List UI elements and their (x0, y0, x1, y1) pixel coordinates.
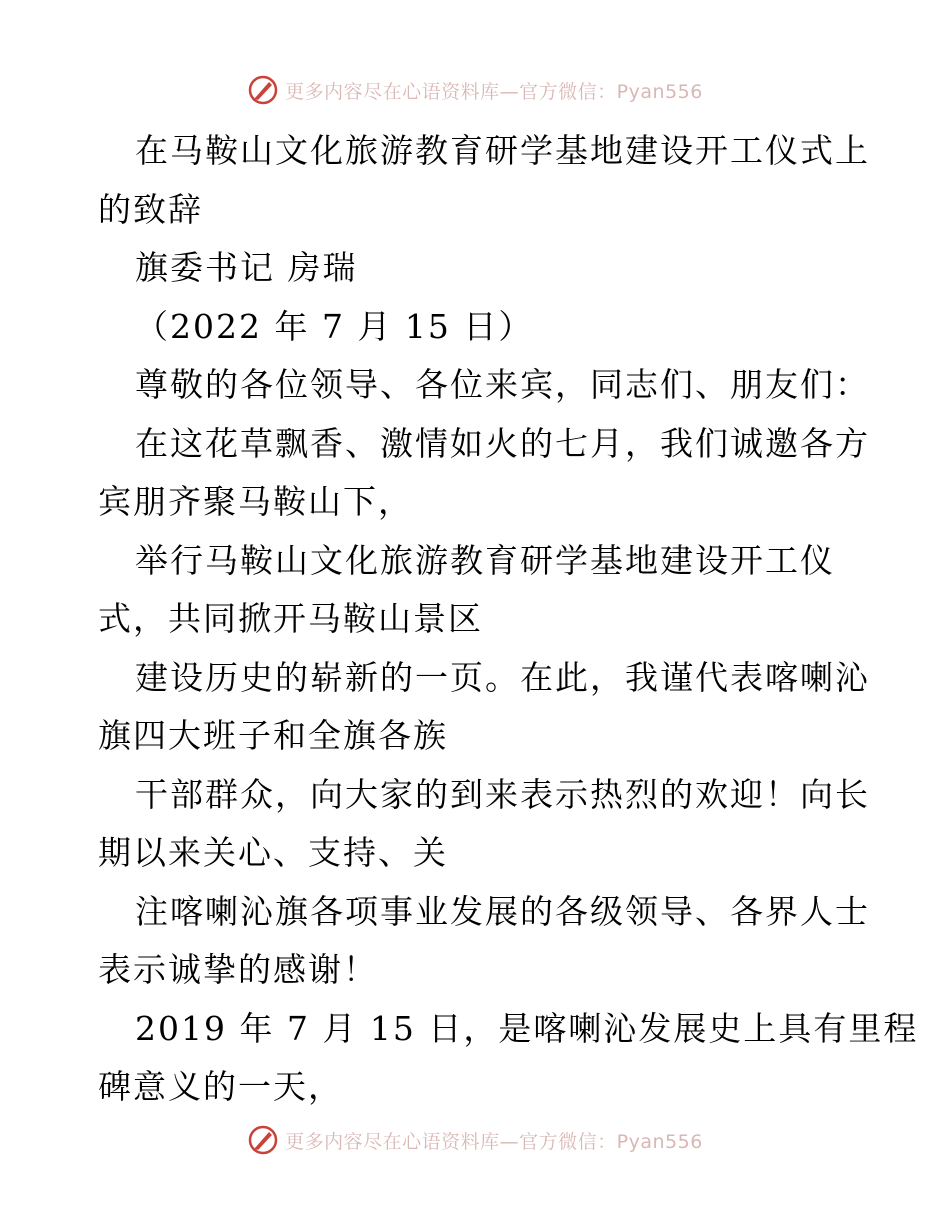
text-line: 在这花草飘香、激情如火的七月，我们诚邀各方 (135, 423, 870, 463)
text-line: 式，共同掀开马鞍山景区 (98, 599, 483, 638)
text-line: （2022 年 7 月 15 日） (135, 306, 534, 346)
text-line: 干部群众，向大家的到来表示热烈的欢迎！向长 (135, 774, 870, 814)
text-line: 碑意义的一天， (98, 1067, 343, 1106)
quill-pen-seal-icon (247, 74, 279, 106)
text-line: 2019 年 7 月 15 日，是喀喇沁发展史上具有里程 (135, 1008, 919, 1048)
text-line: 建设历史的崭新的一页。在此，我谨代表喀喇沁 (135, 657, 870, 697)
text-line: 的致辞 (98, 189, 203, 229)
text-line: 旗委书记 房瑞 (135, 248, 358, 287)
text-line: 期以来关心、支持、关 (98, 833, 448, 872)
watermark-text: 更多内容尽在心语资料库—官方微信：Pyan556 (285, 1130, 703, 1153)
text-line: 注喀喇沁旗各项事业发展的各级领导、各界人士 (135, 891, 870, 931)
header-watermark (0, 70, 950, 110)
text-line: 尊敬的各位领导、各位来宾，同志们、朋友们： (135, 365, 870, 404)
document-body (98, 122, 919, 1117)
text-line: 在马鞍山文化旅游教育研学基地建设开工仪式上 (135, 131, 870, 170)
text-line: 宾朋齐聚马鞍山下， (98, 482, 413, 521)
quill-pen-seal-icon (247, 1124, 279, 1156)
text-line: 表示诚挚的感谢！ (98, 950, 378, 989)
text-line: 旗四大班子和全旗各族 (98, 716, 448, 755)
text-line: 举行马鞍山文化旅游教育研学基地建设开工仪 (135, 540, 835, 580)
watermark-text: 更多内容尽在心语资料库—官方微信：Pyan556 (285, 80, 703, 103)
footer-watermark (0, 1120, 950, 1160)
